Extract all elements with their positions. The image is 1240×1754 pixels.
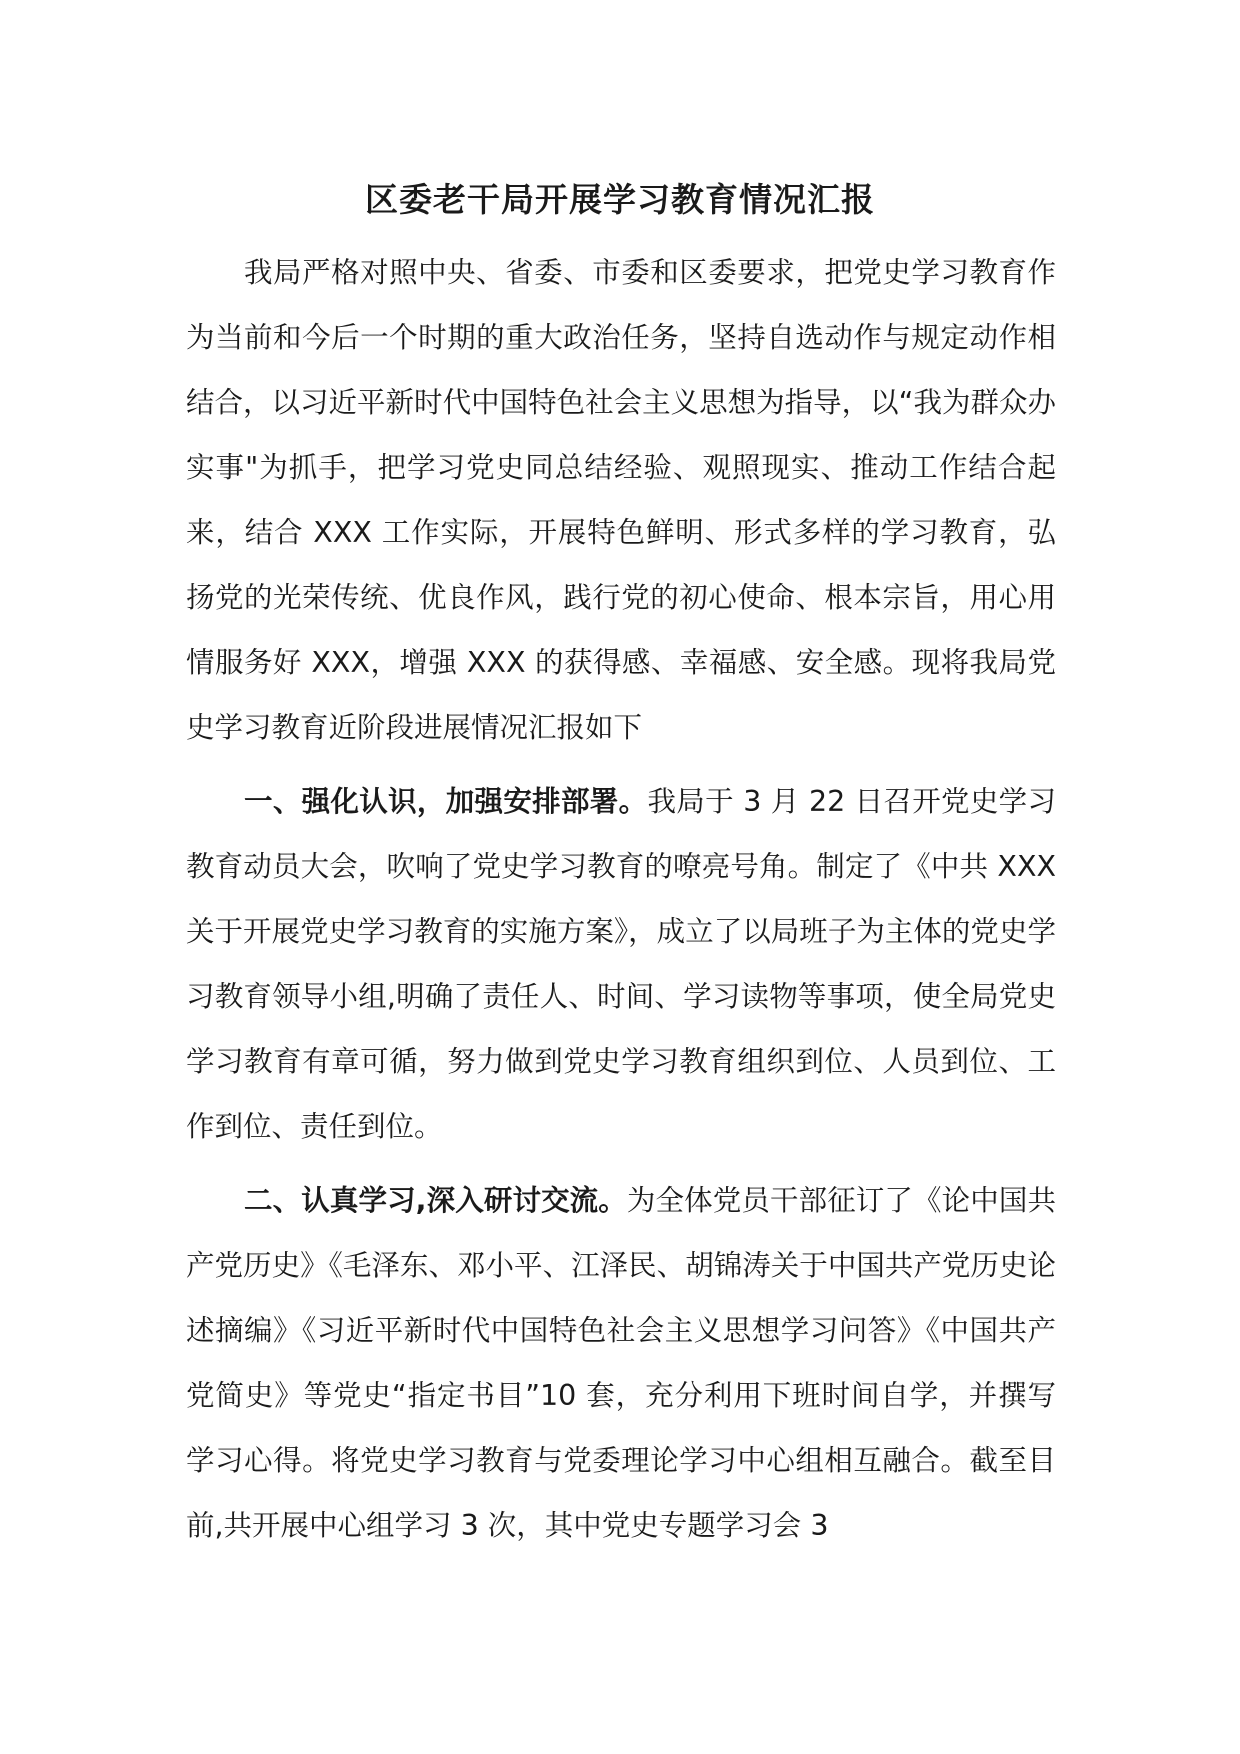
- section-1-text: 我局于 3 月 22 日召开党史学习教育动员大会，吹响了党史学习教育的嘹亮号角。制定了《中共 XXX 关于开展党史学习教育的实施方案》，成立了以局班子为主体的党史学习教育领导小组,明确了责任人、时间、学习读物等事项，使全局党史学习教育有章可循，努力做到党史学习教育组织到位、人员到位、工作到位、责任到位。: [186, 785, 1056, 1143]
- section-2-paragraph: [186, 1168, 1056, 1558]
- section-2-heading: 二、认真学习,深入研讨交流。: [244, 1184, 627, 1217]
- document-body: [186, 240, 1056, 1558]
- intro-paragraph: 我局严格对照中央、省委、市委和区委要求，把党史学习教育作为当前和今后一个时期的重大政治任务，坚持自选动作与规定动作相结合，以习近平新时代中国特色社会主义思想为指导，以“我为群众办实事"为抓手，把学习党史同总结经验、观照现实、推动工作结合起来，结合 XXX 工作实际，开展特色鲜明、形式多样的学习教育，弘扬党的光荣传统、优良作风，践行党的初心使命、根本宗旨，用心用情服务好 XXX，增强 XXX 的获得感、幸福感、安全感。现将我局党史学习教育近阶段进展情况汇报如下: [186, 256, 1056, 744]
- section-1-paragraph: [186, 769, 1056, 1159]
- section-1-heading: 一、强化认识，加强安排部署。: [244, 785, 648, 818]
- section-2-text: 为全体党员干部征订了《论中国共产党历史》《毛泽东、邓小平、江泽民、胡锦涛关于中国共产党历史论述摘编》《习近平新时代中国特色社会主义思想学习问答》《中国共产党简史》等党史“指定书目”10 套，充分利用下班时间自学，并撰写学习心得。将党史学习教育与党委理论学习中心组相互融合。截至目前,共开展中心组学习 3 次，其中党史专题学习会 3: [186, 1184, 1056, 1542]
- document-title: 区委老干局开展学习教育情况汇报: [365, 180, 875, 219]
